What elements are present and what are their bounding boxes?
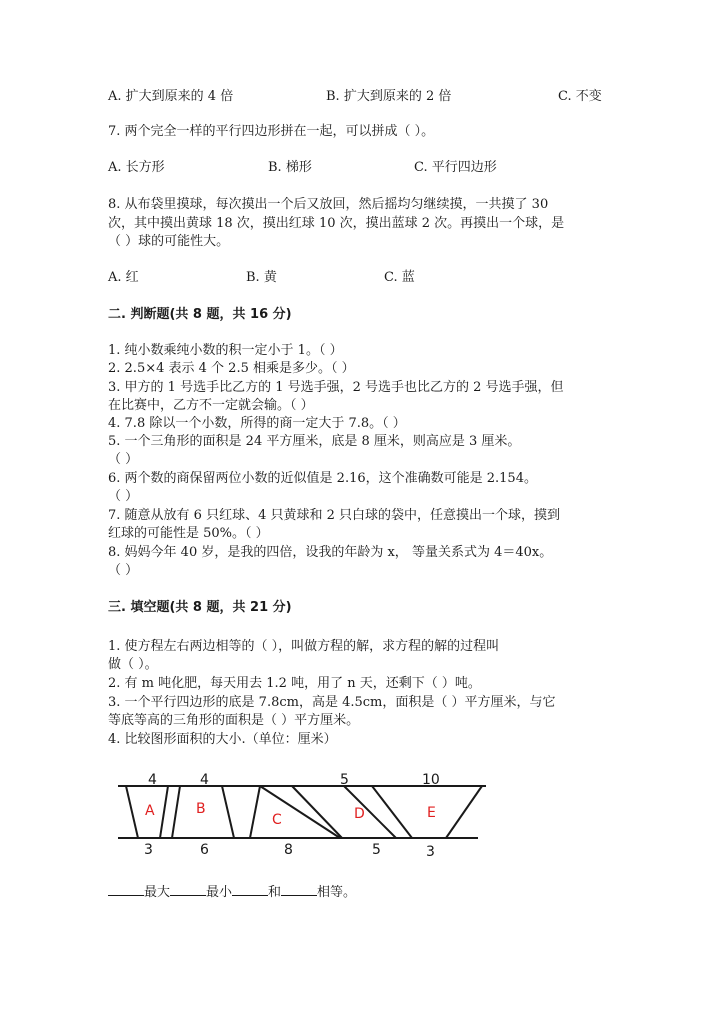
fill-line: 4. 比较图形面积的大小.（单位：厘米） [108,732,337,747]
bottom-length-label: 8 [284,842,293,858]
shape-label-e: E [427,805,436,821]
fill-line: 2. 有 m 吨化肥，每天用去 1.2 吨，用了 n 天，还剩下（ ）吨。 [108,676,481,691]
q6-option-b: B. 扩大到原来的 2 倍 [326,89,452,104]
q6-option-c: C. 不变 [558,89,602,104]
q7-option-b: B. 梯形 [268,160,312,175]
judgement-line: 2. 2.5×4 表示 4 个 2.5 相乘是多少。（ ） [108,361,355,376]
answer-word: 和 [268,885,282,900]
answer-line [108,883,356,902]
fill-line: 3. 一个平行四边形的底是 7.8cm，高是 4.5cm，面积是（ ）平方厘米，与它 [108,695,556,710]
judgement-line: 7. 随意从放有 6 只红球、4 只黄球和 2 只白球的袋中，任意摸出一个球，摸到 [108,508,561,523]
shape-label-b: B [196,801,206,817]
q8-option-b: B. 黄 [246,270,277,285]
top-length-label: 4 [200,772,209,788]
bottom-length-label: 5 [372,842,381,858]
section-title-fill: 三. 填空题(共 8 题，共 21 分) [108,600,292,615]
q8-option-a: A. 红 [108,270,139,285]
judgement-line: 红球的可能性是 50%。（ ） [108,526,269,541]
judgement-line: 4. 7.8 除以一个小数，所得的商一定大于 7.8。（ ） [108,416,406,431]
bottom-length-label: 3 [144,842,153,858]
bottom-length-label: 3 [426,844,435,860]
fill-line: 1. 使方程左右两边相等的（ ），叫做方程的解，求方程的解的过程叫 [108,639,500,654]
q8-option-c: C. 蓝 [384,270,415,285]
judgement-line: 3. 甲方的 1 号选手比乙方的 1 号选手强，2 号选手也比乙方的 2 号选手强，但 [108,380,564,395]
judgement-line: 在比赛中，乙方不一定就会输。（ ） [108,398,314,413]
q6-option-a: A. 扩大到原来的 4 倍 [108,89,234,104]
section-title-judgement: 二. 判断题(共 8 题，共 16 分) [108,307,292,322]
answer-word: 最大 [144,885,171,900]
answer-blank[interactable] [232,883,268,896]
q8-line: 8. 从布袋里摸球，每次摸出一个后又放回，然后摇均匀继续摸，一共摸了 30 [108,197,549,212]
q8-line: 次，其中摸出黄球 18 次，摸出红球 10 次，摸出蓝球 2 次。再摸出一个球，是 [108,216,565,231]
judgement-line: （ ） [108,563,139,578]
judgement-line: 8. 妈妈今年 40 岁，是我的四倍，设我的年龄为 x， 等量关系式为 4＝40x。 [108,545,553,560]
answer-blank[interactable] [281,883,317,896]
judgement-line: 5. 一个三角形的面积是 24 平方厘米，底是 8 厘米，则高应是 3 厘米。 [108,434,521,449]
q7-option-a: A. 长方形 [108,160,165,175]
bottom-length-label: 6 [200,842,209,858]
judgement-line: （ ） [108,489,139,504]
q7-stem: 7. 两个完全一样的平行四边形拼在一起，可以拼成（ ）。 [108,124,435,139]
q8-line: （ ）球的可能性大。 [108,234,230,249]
top-length-label: 5 [340,772,349,788]
shape-c-left-edge [250,786,260,838]
area-comparison-figure [0,768,720,878]
shape-e-right-edge [446,786,482,838]
fill-line: 做（ ）。 [108,657,158,672]
shape-label-c: C [272,812,282,828]
shape-e-left-edge [372,786,412,838]
top-length-label: 10 [422,772,440,788]
shape-a-right-edge [160,786,168,838]
answer-blank[interactable] [108,883,144,896]
top-length-label: 4 [148,772,157,788]
shape-label-d: D [354,806,365,822]
shape-b-right-edge [222,786,234,838]
q7-option-c: C. 平行四边形 [414,160,497,175]
fill-line: 等底等高的三角形的面积是（ ）平方厘米。 [108,713,360,728]
judgement-line: 1. 纯小数乘纯小数的积一定小于 1。（ ） [108,343,343,358]
shape-a-left-edge [126,786,138,838]
judgement-line: （ ） [108,452,139,467]
judgement-line: 6. 两个数的商保留两位小数的近似值是 2.16，这个准确数可能是 2.154。 [108,471,537,486]
shape-label-a: A [145,803,155,819]
shape-d-right-edge [344,786,396,838]
shape-b-left-edge [172,786,180,838]
answer-blank[interactable] [170,883,206,896]
answer-word: 相等。 [317,885,357,900]
answer-word: 最小 [206,885,233,900]
